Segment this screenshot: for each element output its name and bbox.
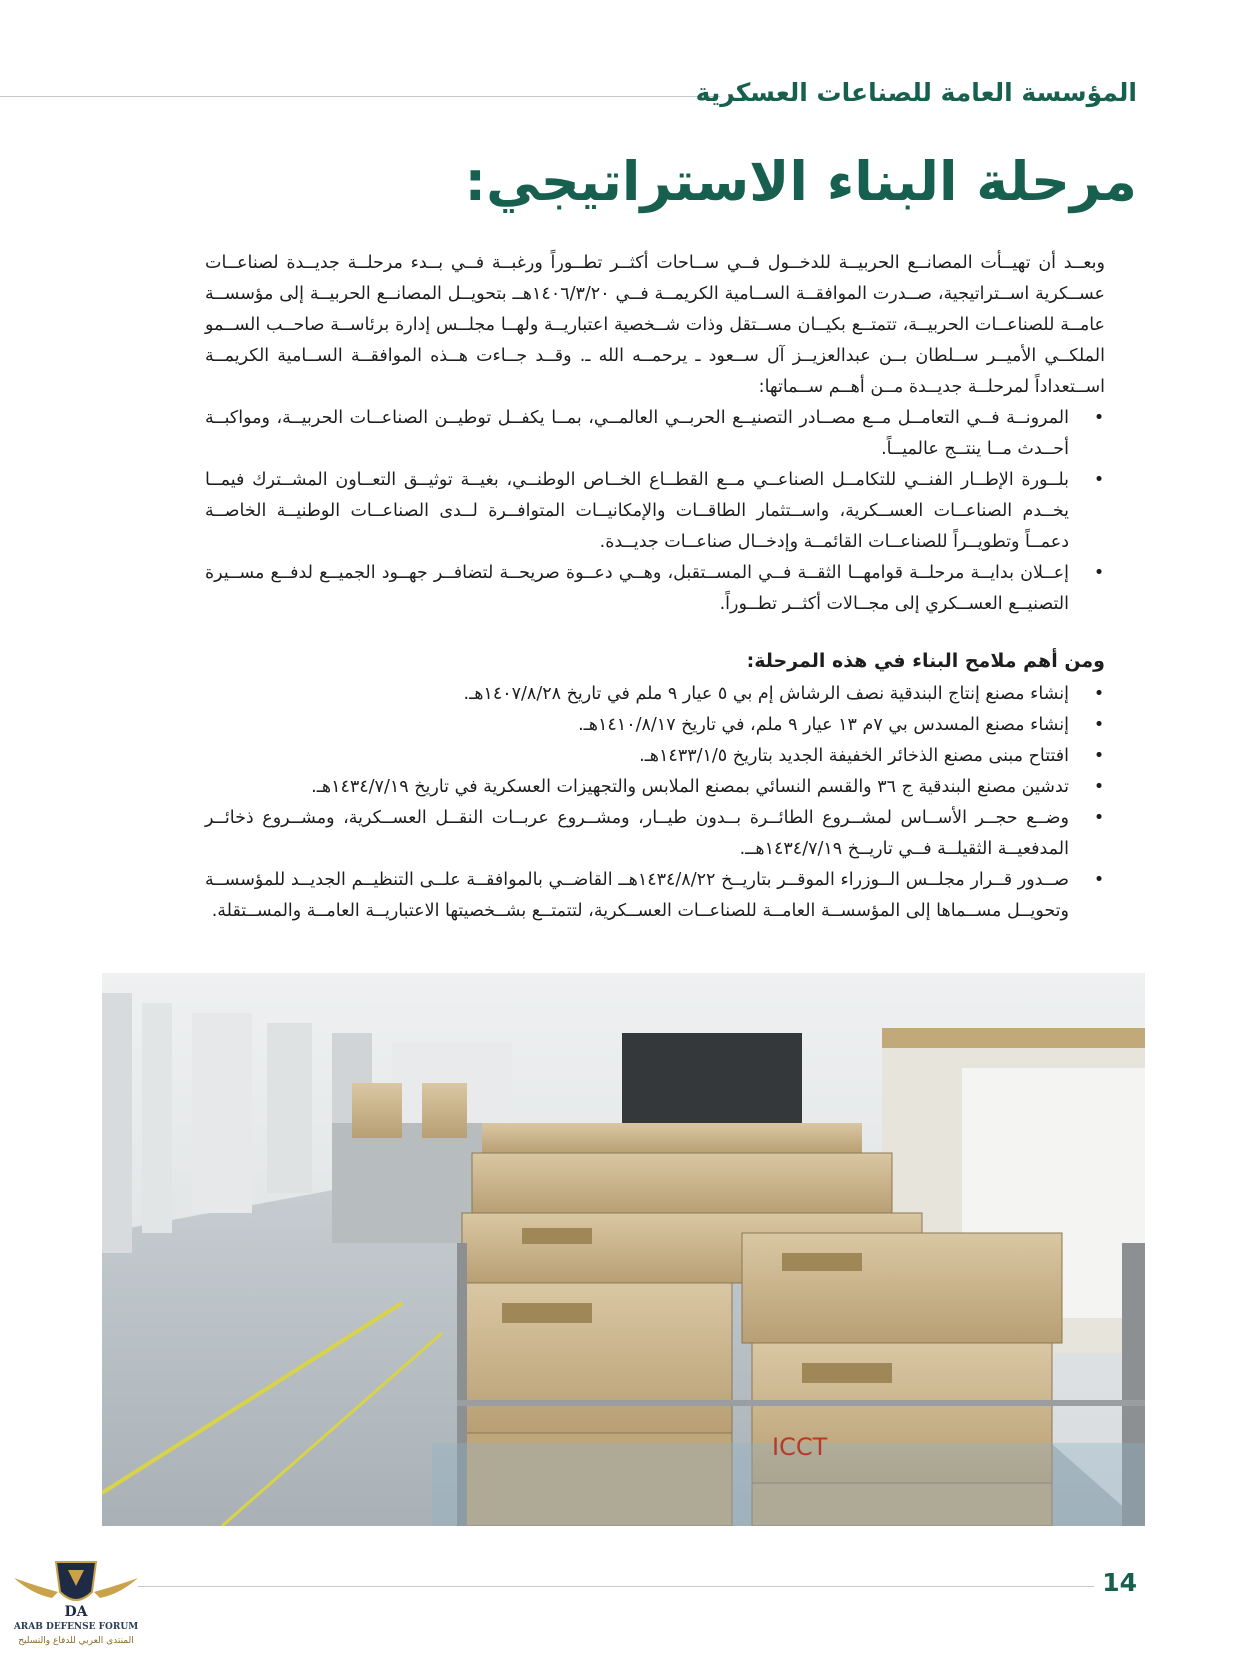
header-rule	[0, 96, 720, 97]
article-body	[205, 248, 1105, 927]
feature-item: • بلــورة الإطــار الفنــي للتكامــل الصناعــي مــع القطــاع الخــاص الوطنــي، بغيــة توثيــق التعــاون المشــترك فيمــا يخــدم الصناعــات العســكرية، واســتثمار الطاقــات والإمكانيــات المتوافــرة لــدى الصناعــات الوطنيــة الخاصــة دعمــاً وتطويــراً للصناعــات القائمــة وإدخــال صناعــات جديــدة.	[205, 465, 1069, 558]
org-name-header: المؤسسة العامة للصناعات العسكرية	[695, 78, 1137, 107]
features-list	[205, 403, 1105, 620]
page-number: 14	[1102, 1568, 1137, 1597]
box-marking: ICCT	[772, 1433, 828, 1461]
feature-item: • إعــلان بدايــة مرحلــة قوامهــا الثقــة فــي المســتقبل، وهــي دعــوة صريحــة لتضافــر جهــود الجميــع لدفــع مســيرة التصنيــع العســكري إلى مجــالات أكثــر تطــوراً.	[205, 558, 1069, 620]
watermark-line-ar: المنتدى العربي للدفاع والتسليح	[18, 1636, 134, 1646]
milestones-heading: ومن أهم ملامح البناء في هذه المرحلة:	[746, 650, 1105, 672]
milestone-item: • صــدور قــرار مجلــس الــوزراء الموقــر بتاريــخ ١٤٣٤/٨/٢٢هــ القاضــي بالموافقــة علــى التنظيــم الجديــد للمؤسســة وتحويــل مســماها إلى المؤسســة العامــة للصناعــات العســكرية، لتتمتــع بشــخصيتها الاعتباريــة العامــة والمســتقلة.	[205, 865, 1069, 927]
factory-photo	[102, 973, 1145, 1526]
page-title: مرحلة البناء الاستراتيجي:	[464, 150, 1137, 213]
watermark-line-en: ARAB DEFENSE FORUM	[13, 1622, 139, 1632]
milestones-list	[205, 679, 1105, 927]
milestone-item: • تدشين مصنع البندقية ج ٣٦ والقسم النسائي بمصنع الملابس والتجهيزات العسكرية في تاريخ ١٤٣٤/٧/١٩هـ.	[205, 772, 1069, 803]
feature-item: • المرونــة فــي التعامــل مــع مصــادر التصنيــع الحربــي العالمــي، بمــا يكفــل توطيــن الصناعــات الحربيــة، ومواكبــة أحــدث مــا ينتــج عالميــاً.	[205, 403, 1069, 465]
milestone-item: • وضــع حجــر الأســاس لمشــروع الطائــرة بــدون طيــار، ومشــروع عربــات النقــل العســكرية، ومشــروع ذخائــر المدفعيــة الثقيلــة فــي تاريــخ ١٤٣٤/٧/١٩هــ.	[205, 803, 1069, 865]
watermark-logo	[6, 1558, 146, 1654]
milestone-item: • إنشاء مصنع إنتاج البندقية نصف الرشاش إم بي ٥ عيار ٩ ملم في تاريخ ١٤٠٧/٨/٢٨هـ.	[205, 679, 1069, 710]
footer-rule	[138, 1586, 1094, 1587]
intro-paragraph: وبعــد أن تهيــأت المصانــع الحربيــة للدخــول فــي ســاحات أكثــر تطــوراً ورغبــة فــي بــدء مرحلــة جديــدة لصناعــات عســكرية اســتراتيجية، صــدرت الموافقــة الســامية الكريمــة فــي ١٤٠٦/٣/٢٠هــ بتحويــل المصانــع الحربيــة إلى مؤسســة عامــة للصناعــات الحربيــة، تتمتــع بكيــان مســتقل وذات شــخصية اعتباريــة ولهــا مجلــس إدارة برئاســة صاحــب الســمو الملكــي الأميــر ســلطان بــن عبدالعزيــز آل ســعود ـ يرحمــه الله ـ. وقــد جــاءت هــذه الموافقــة الســامية الكريمــة اســتعداداً لمرحلــة جديــدة مــن أهــم ســماتها:	[205, 253, 1105, 397]
milestone-item: • إنشاء مصنع المسدس بي ٧م ١٣ عيار ٩ ملم، في تاريخ ١٤١٠/٨/١٧هـ.	[205, 710, 1069, 741]
watermark-logo-text: DA	[64, 1604, 88, 1620]
milestone-item: • افتتاح مبنى مصنع الذخائر الخفيفة الجديد بتاريخ ١٤٣٣/١/٥هـ.	[205, 741, 1069, 772]
